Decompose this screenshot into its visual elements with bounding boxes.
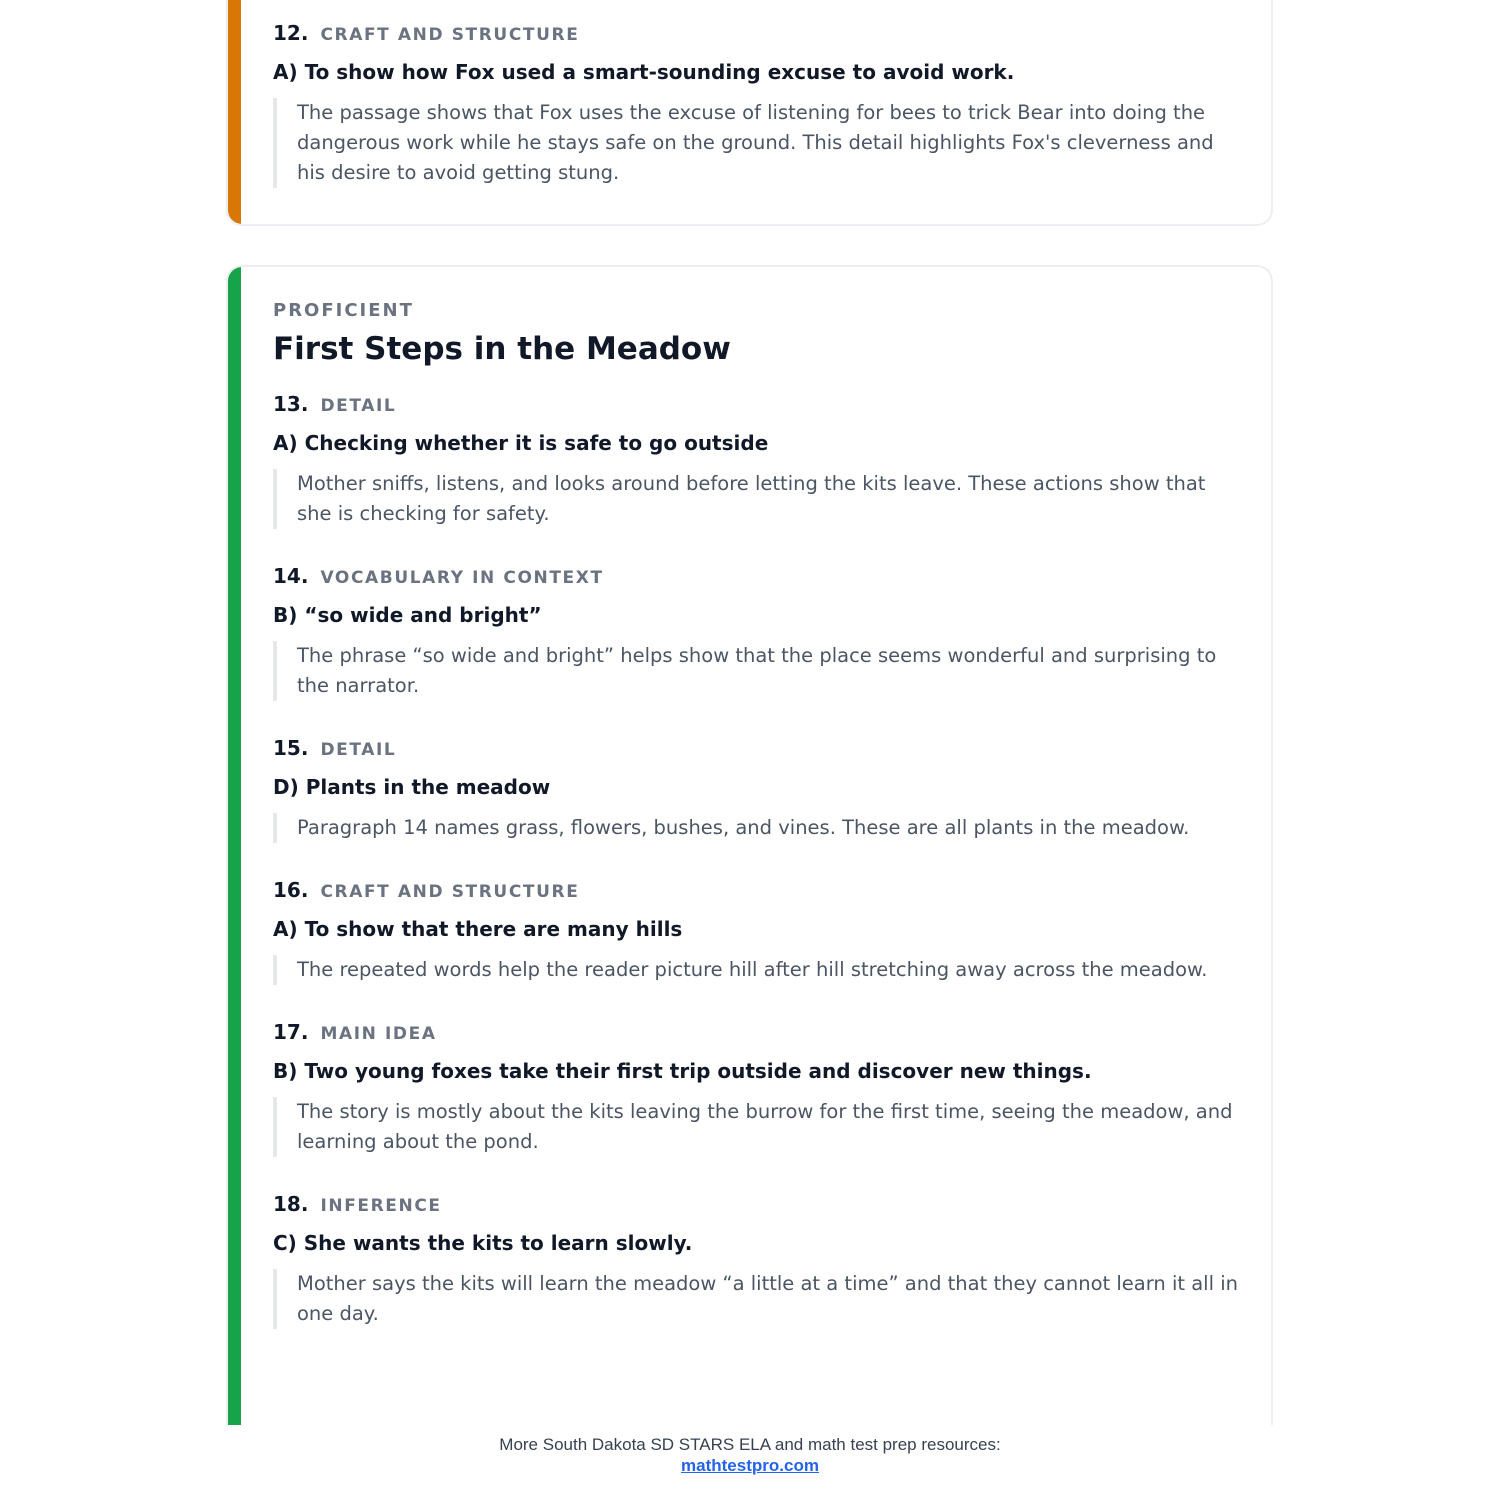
question-category: VOCABULARY IN CONTEXT (320, 568, 604, 588)
question-item (273, 877, 1241, 985)
question-item (273, 1019, 1241, 1157)
question-category: INFERENCE (320, 1196, 442, 1216)
question-header (273, 391, 1241, 419)
correct-answer: A) Checking whether it is safe to go outside (273, 431, 769, 455)
card-content (273, 299, 1241, 1363)
question-number: 12. (273, 21, 309, 45)
correct-answer: A) To show how Fox used a smart-sounding excuse to avoid work. (273, 60, 1015, 84)
question-number: 18. (273, 1192, 309, 1216)
answer-explanation: The phrase “so wide and bright” helps show that the place seems wonderful and surprising to the narrator. (273, 641, 1241, 701)
proficiency-level: PROFICIENT (273, 300, 414, 321)
question-item (273, 391, 1241, 529)
question-header (273, 735, 1241, 763)
question-number: 15. (273, 736, 309, 760)
question-header (273, 877, 1241, 905)
card-accent-bar (228, 0, 241, 224)
question-item (273, 735, 1241, 843)
card-accent-bar (228, 267, 241, 1425)
card-content (273, 20, 1241, 222)
question-header (273, 1191, 1241, 1219)
footer-link[interactable]: mathtestpro.com (681, 1456, 819, 1475)
answer-explanation: The repeated words help the reader picture hill after hill stretching away across the meadow. (273, 955, 1241, 985)
question-category: MAIN IDEA (320, 1024, 437, 1044)
question-header (273, 20, 1241, 48)
correct-answer: A) To show that there are many hills (273, 917, 683, 941)
question-header (273, 563, 1241, 591)
answer-explanation: Mother says the kits will learn the meadow “a little at a time” and that they cannot learn it all in one day. (273, 1269, 1241, 1329)
question-header (273, 1019, 1241, 1047)
question-category: CRAFT AND STRUCTURE (320, 882, 580, 902)
answer-explanation: Paragraph 14 names grass, flowers, bushes, and vines. These are all plants in the meadow. (273, 813, 1241, 843)
answer-explanation: The story is mostly about the kits leaving the burrow for the first time, seeing the meadow, and learning about the pond. (273, 1097, 1241, 1157)
question-category: DETAIL (320, 740, 397, 760)
question-category: CRAFT AND STRUCTURE (320, 25, 580, 45)
question-number: 16. (273, 878, 309, 902)
answer-explanation: The passage shows that Fox uses the excuse of listening for bees to trick Bear into doing the dangerous work while he stays safe on the ground. This detail highlights Fox's cleverness and his desire to avoid getting stung. (273, 98, 1241, 188)
correct-answer: C) She wants the kits to learn slowly. (273, 1231, 693, 1255)
correct-answer: D) Plants in the meadow (273, 775, 551, 799)
question-number: 14. (273, 564, 309, 588)
question-item (273, 1191, 1241, 1329)
question-category: DETAIL (320, 396, 397, 416)
question-number: 17. (273, 1020, 309, 1044)
question-number: 13. (273, 392, 309, 416)
answer-card-previous (226, 0, 1273, 226)
footer-text: More South Dakota SD STARS ELA and math test prep resources: (499, 1435, 1001, 1454)
answer-explanation: Mother sniffs, listens, and looks around before letting the kits leave. These actions show that she is checking for safety. (273, 469, 1241, 529)
question-item (273, 20, 1241, 188)
correct-answer: B) “so wide and bright” (273, 603, 542, 627)
question-item (273, 563, 1241, 701)
footer (0, 1434, 1500, 1476)
answer-card-section (226, 265, 1273, 1425)
correct-answer: B) Two young foxes take their first trip outside and discover new things. (273, 1059, 1092, 1083)
section-title: First Steps in the Meadow (273, 331, 731, 367)
